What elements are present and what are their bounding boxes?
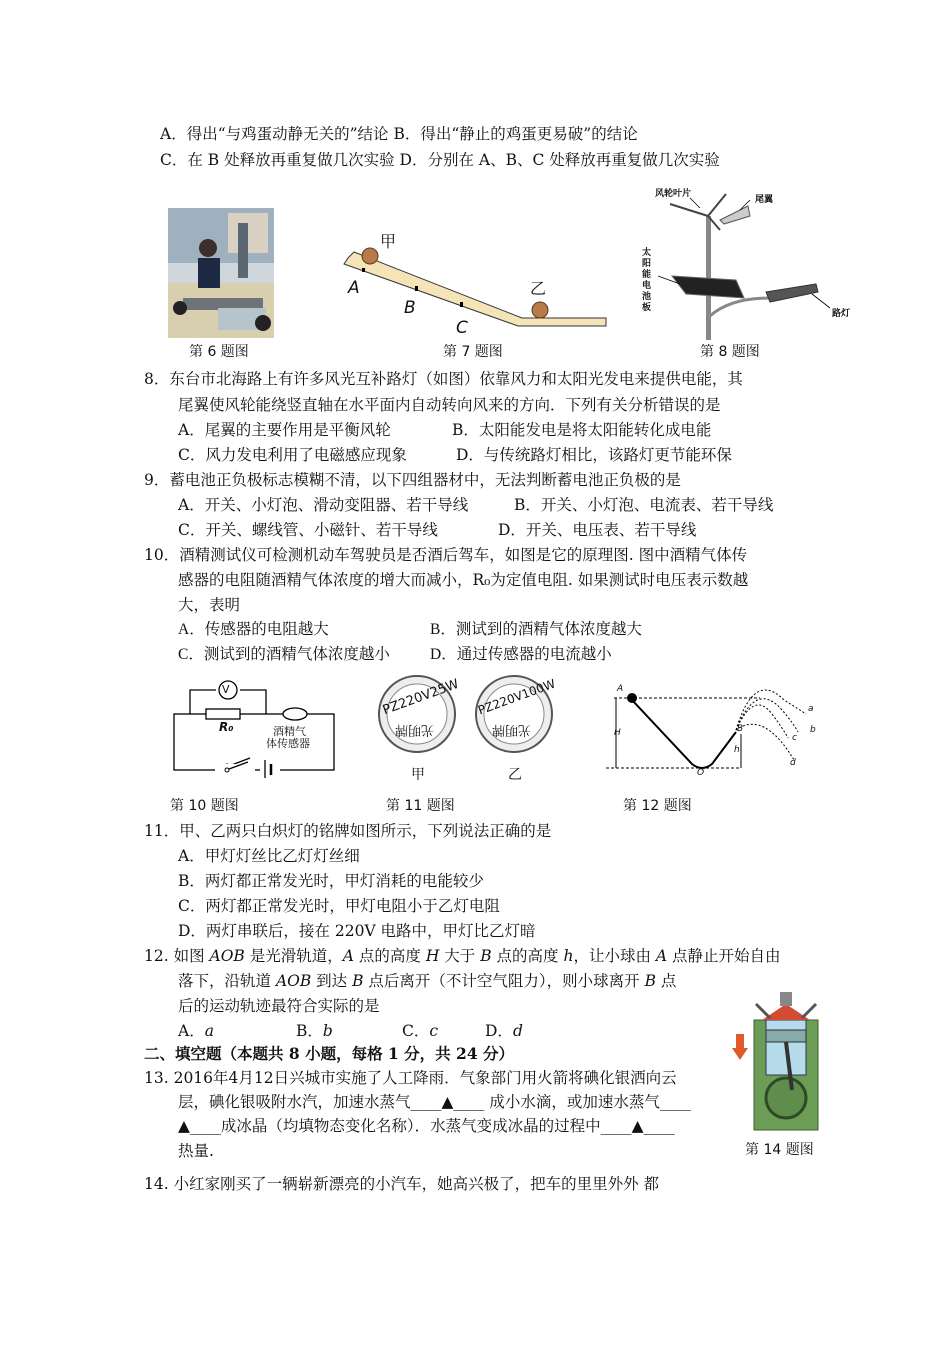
q11-option-a: A．甲灯灯丝比乙灯灯丝细 — [178, 847, 360, 865]
q8-stem-line-2: 尾翼使风轮能绕竖直轴在水平面内自动转向风来的方向．下列有关分析错误的是 — [178, 396, 721, 414]
fig8-label-tail: 尾翼 — [755, 195, 774, 205]
fig12-label-b-curve: b — [810, 725, 816, 735]
q9-stem: 9．蓄电池正负极标志模糊不清，以下四组器材中，无法判断蓄电池正负极的是 — [144, 471, 681, 489]
fig7-label-jia: 甲 — [380, 232, 397, 251]
fig11-caption: 第 11 题图 — [386, 798, 455, 814]
q12-option-b: B．b — [296, 1022, 333, 1040]
q7-option-line-1: A．得出“与鸡蛋动静无关的”结论 B．得出“静止的鸡蛋更易破”的结论 — [160, 125, 638, 143]
q11-option-b: B．两灯都正常发光时，甲灯消耗的电能较少 — [178, 872, 484, 890]
q13-line-1: 13. 2016年4月12日兴城市实施了人工降雨．气象部门用火箭将碘化银洒向云 — [144, 1069, 677, 1087]
section-2-heading: 二、填空题（本题共 8 小题，每格 1 分，共 24 分） — [144, 1044, 515, 1063]
q10-stem-line-1: 10．酒精测试仪可检测机动车驾驶员是否酒后驾车，如图是它的原理图. 图中酒精气体传 — [144, 546, 748, 564]
fig8-caption: 第 8 题图 — [700, 344, 760, 360]
fig10-sensor-label-1: 酒精气 — [273, 725, 306, 738]
fig10-circuit-diagram — [170, 680, 340, 780]
fig12-label-a-curve: a — [808, 704, 814, 714]
q7-option-line-2: C．在 B 处释放再重复做几次实验 D．分别在 A、B、C 处释放再重复做几次实验 — [160, 151, 720, 169]
fig7-label-b: B — [404, 298, 416, 318]
fig12-label-d-curve: d — [790, 758, 796, 768]
fig14-caption: 第 14 题图 — [745, 1142, 814, 1158]
q12-option-a: A．a — [178, 1022, 214, 1040]
q9-option-b: B．开关、小灯泡、电流表、若干导线 — [514, 496, 774, 514]
fig8-label-lamp: 路灯 — [832, 309, 851, 319]
q8-option-d: D．与传统路灯相比，该路灯更节能环保 — [456, 446, 732, 464]
q8-option-c: C．风力发电利用了电磁感应现象 — [178, 446, 407, 464]
fig11-plate-jia-brand: 光明牌 — [395, 722, 435, 737]
fig10-r0-label: R₀ — [219, 720, 234, 734]
q12-option-d: D．d — [485, 1022, 523, 1040]
fig11-label-jia: 甲 — [411, 767, 425, 783]
fig7-caption: 第 7 题图 — [443, 344, 503, 360]
q10-stem-line-2: 感器的电阻随酒精气体浓度的增大而减小，R₀为定值电阻. 如果测试时电压表示数越 — [178, 571, 749, 589]
q9-option-d: D．开关、电压表、若干导线 — [498, 521, 697, 539]
fig8-label-blades: 风轮叶片 — [655, 189, 692, 199]
fig7-label-yi: 乙 — [530, 279, 547, 298]
q9-option-a: A．开关、小灯泡、滑动变阻器、若干导线 — [178, 496, 469, 514]
fig8-street-lamp-diagram — [640, 186, 860, 340]
q8-option-b: B．太阳能发电是将太阳能转化成电能 — [452, 421, 712, 439]
fig12-label-big-h: H — [614, 728, 621, 738]
q14-line-1: 14. 小红家刚买了一辆崭新漂亮的小汽车，她高兴极了，把车的里里外外 都 — [144, 1175, 660, 1193]
q12-stem-line-2: 落下，沿轨道 AOB 到达 B 点后离开（不计空气阻力），则小球离开 B 点 — [178, 972, 677, 990]
q12-stem-line-1: 12. 如图 AOB 是光滑轨道，A 点的高度 H 大于 B 点的高度 h，让小球由 A 点静止开始自由 — [144, 947, 781, 965]
q8-stem-line-1: 8．东台市北海路上有许多风光互补路灯（如图）依靠风力和太阳光发电来提供电能，其 — [144, 370, 743, 388]
q12-stem-line-3: 后的运动轨迹最符合实际的是 — [178, 997, 380, 1015]
fig8-label-panel: 太阳能电池板 — [642, 248, 652, 313]
fig14-engine-diagram — [732, 990, 832, 1130]
fig12-label-o-point: O — [697, 768, 705, 778]
q11-option-d: D．两灯串联后，接在 220V 电路中，甲灯比乙灯暗 — [178, 922, 536, 940]
fig12-label-small-h: h — [734, 745, 740, 755]
fig6-photo — [168, 208, 274, 338]
fig7-label-a: A — [348, 278, 360, 298]
fig10-voltmeter-label: V — [222, 683, 230, 696]
fig7-label-c: C — [456, 318, 468, 338]
q12-option-c: C．c — [402, 1022, 439, 1040]
fig6-caption: 第 6 题图 — [189, 344, 249, 360]
q13-line-4: 热量. — [178, 1142, 214, 1160]
q10-option-d: D．通过传感器的电流越小 — [430, 646, 612, 663]
q13-line-3: ▲____成冰晶（均填物态变化名称）．水蒸气变成冰晶的过程中____▲____ — [178, 1117, 675, 1135]
fig12-caption: 第 12 题图 — [623, 798, 692, 814]
fig10-caption: 第 10 题图 — [170, 798, 239, 814]
q10-option-a: A．传感器的电阻越大 — [178, 621, 329, 638]
fig12-label-b-point: B — [737, 724, 744, 734]
fig10-sensor-label-2: 体传感器 — [266, 737, 310, 750]
q10-option-c: C．测试到的酒精气体浓度越小 — [178, 646, 390, 663]
fig11-plate-jia-text: PZ220V25W — [380, 676, 462, 719]
q11-option-c: C．两灯都正常发光时，甲灯电阻小于乙灯电阻 — [178, 897, 500, 915]
q8-option-a: A．尾翼的主要作用是平衡风轮 — [178, 421, 391, 439]
q10-stem-line-3: 大，表明 — [178, 596, 241, 614]
q10-option-b: B．测试到的酒精气体浓度越大 — [430, 621, 642, 638]
q9-option-c: C．开关、螺线管、小磁针、若干导线 — [178, 521, 438, 539]
q13-line-2: 层，碘化银吸附水汽，加速水蒸气____▲____ 成小水滴，或加速水蒸气____ — [178, 1093, 691, 1111]
fig12-label-a-point: A — [617, 684, 624, 694]
q11-stem: 11．甲、乙两只白炽灯的铭牌如图所示，下列说法正确的是 — [144, 822, 552, 840]
fig11-plate-yi-brand: 光明牌 — [492, 722, 532, 737]
fig11-label-yi: 乙 — [508, 767, 522, 783]
fig11-plate-yi-text: PZ220V100W — [476, 676, 558, 718]
fig12-label-c-curve: c — [792, 733, 797, 743]
